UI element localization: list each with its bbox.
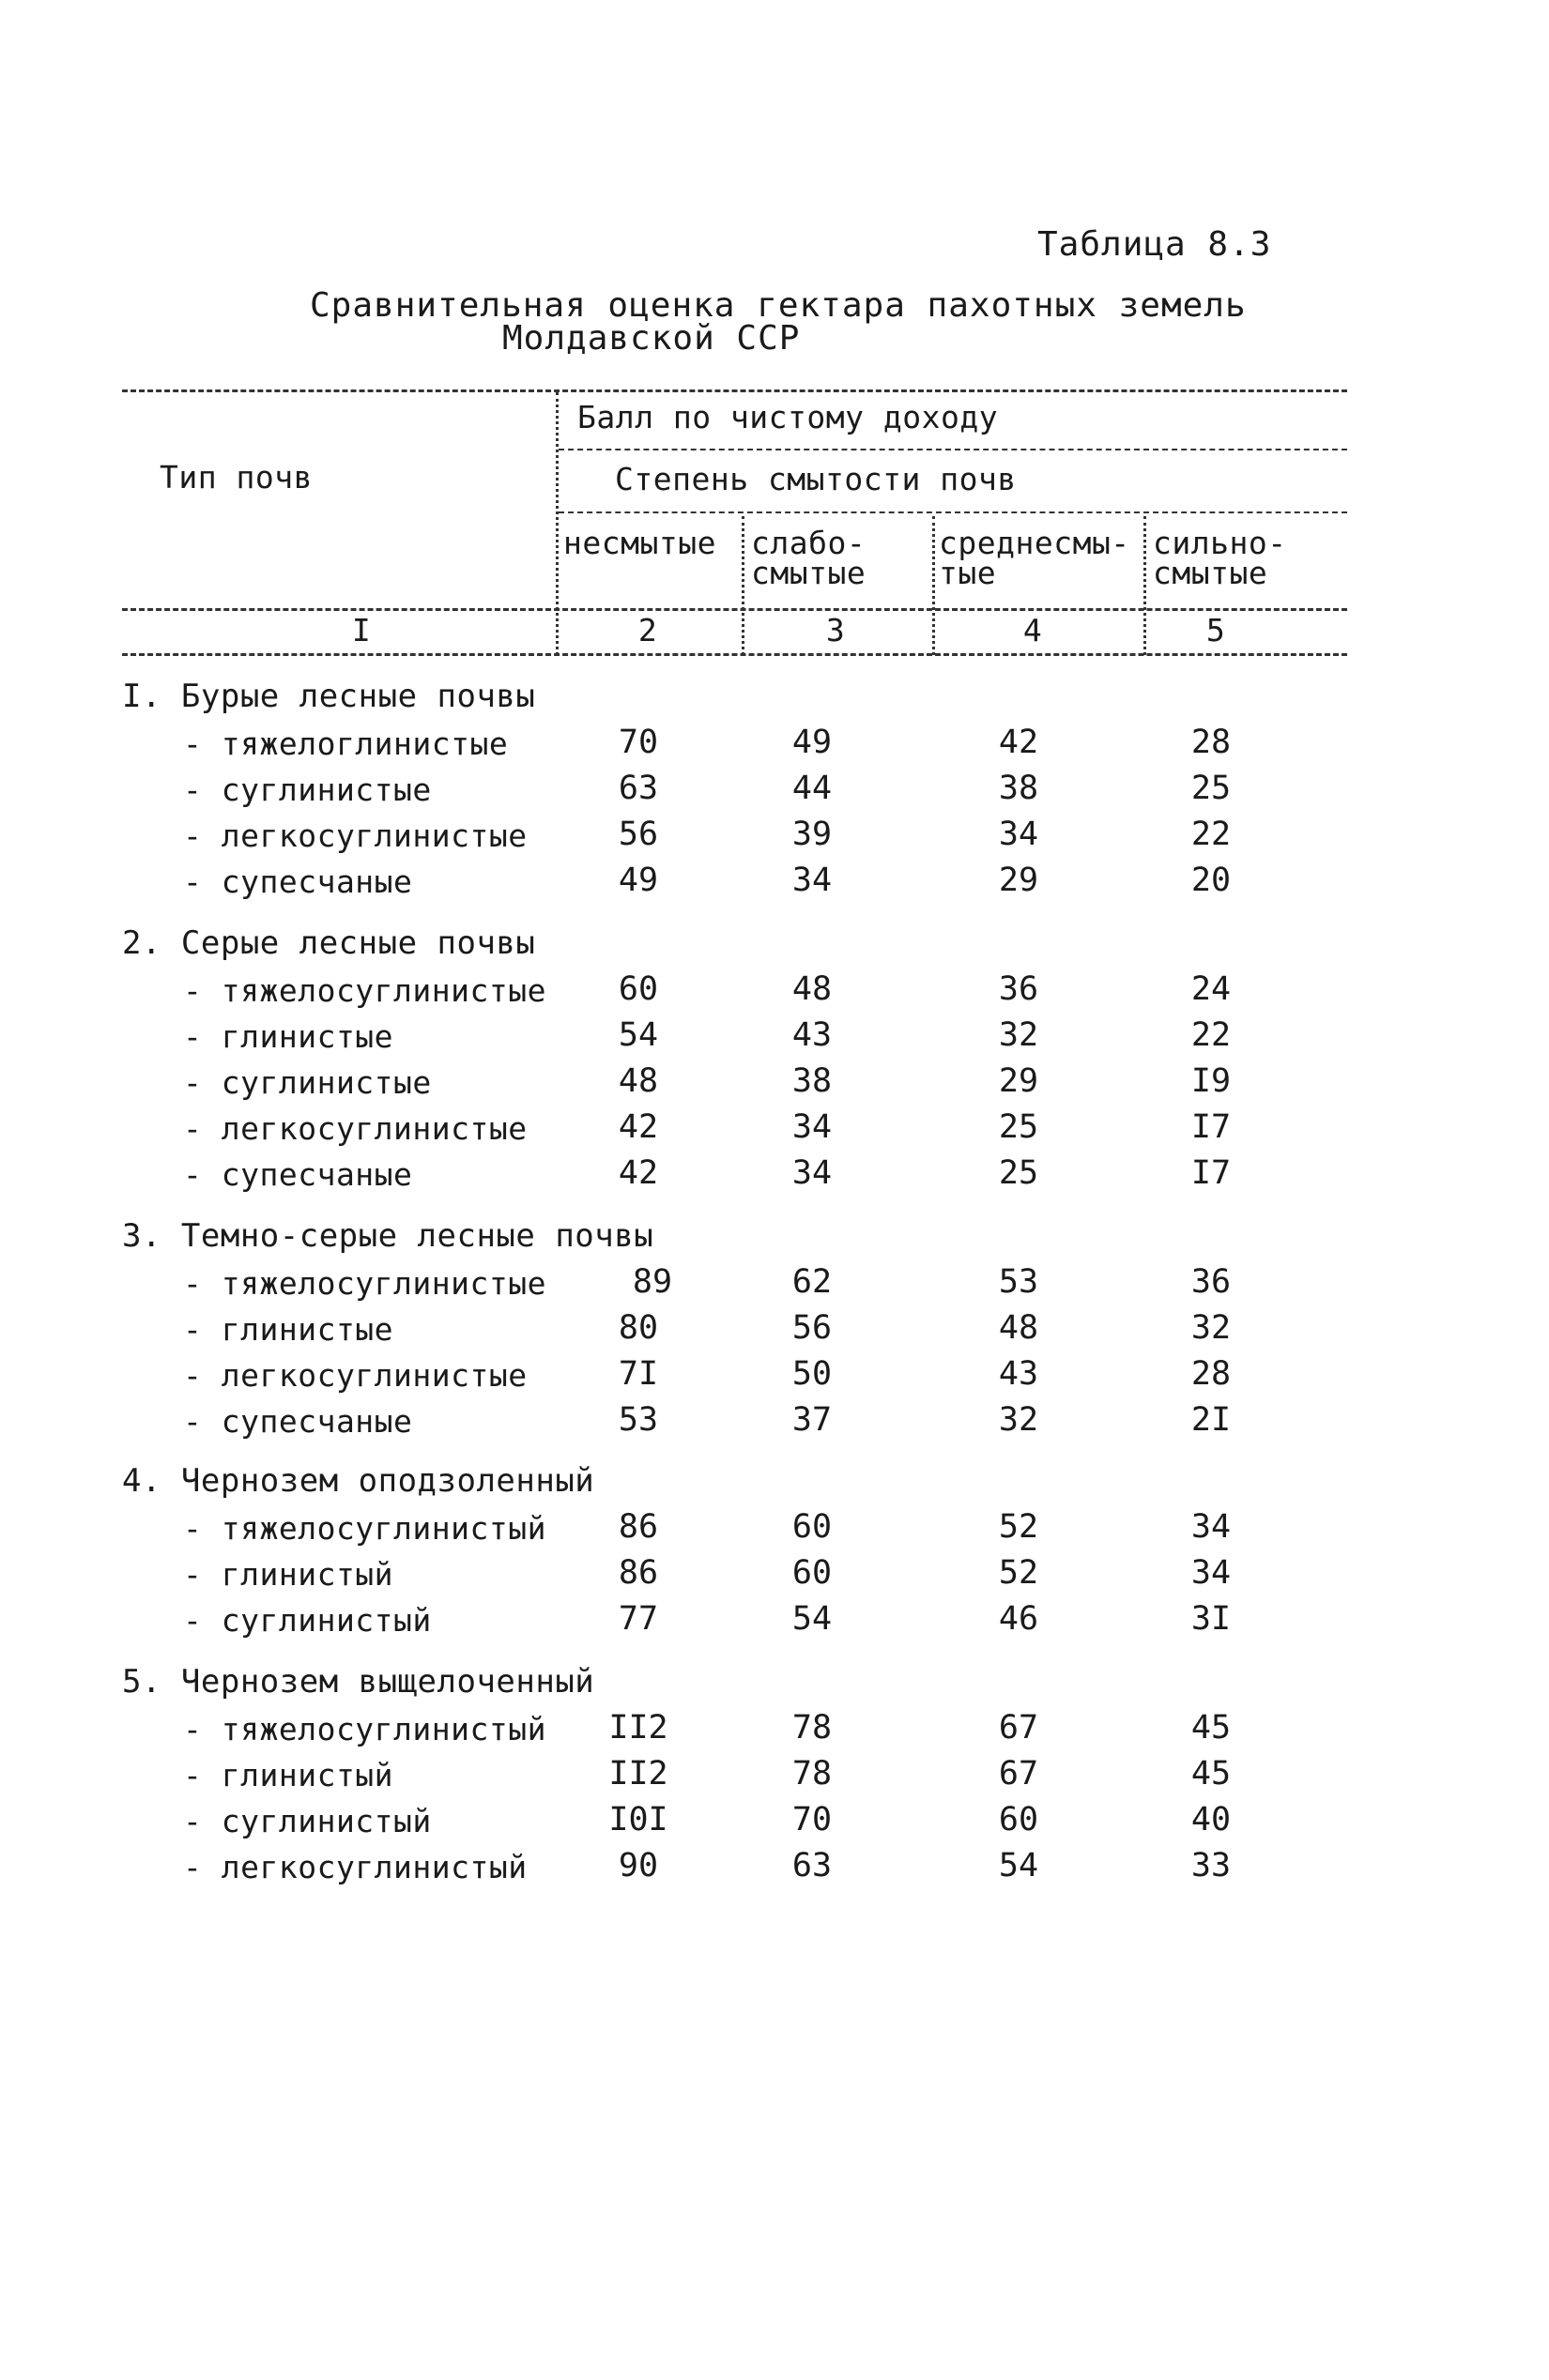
value-strongly: I7	[1190, 1108, 1232, 1146]
value-slightly: 39	[791, 816, 833, 853]
row-label: - супесчаные	[183, 1156, 413, 1193]
value-strongly: 34	[1190, 1554, 1232, 1592]
table-title-line-1: Сравнительная оценка гектара пахотных земель	[310, 286, 1247, 325]
value-strongly: 45	[1190, 1755, 1232, 1793]
value-strongly: 36	[1190, 1263, 1232, 1301]
table-number: Таблица 8.3	[1037, 225, 1272, 264]
value-strongly: 20	[1190, 862, 1232, 899]
value-unwashed: 90	[618, 1847, 659, 1884]
value-slightly: 43	[791, 1016, 833, 1054]
value-medium: 32	[998, 1401, 1039, 1439]
value-medium: 46	[998, 1600, 1039, 1638]
header-col-slightly-line1: слабо-	[751, 525, 867, 561]
value-strongly: 3I	[1190, 1600, 1232, 1638]
column-number: 2	[637, 612, 658, 648]
score-rule	[559, 449, 1347, 450]
group-title: 2. Серые лесные почвы	[122, 924, 536, 962]
row-label: - легкосуглинистый	[183, 1849, 528, 1885]
row-label: - глинистые	[183, 1311, 394, 1348]
row-label: - суглинистый	[183, 1602, 432, 1639]
value-strongly: I9	[1190, 1062, 1232, 1100]
value-unwashed: 80	[618, 1309, 659, 1347]
column-separator	[556, 392, 559, 655]
value-slightly: 62	[791, 1263, 833, 1301]
value-strongly: 45	[1190, 1709, 1232, 1747]
value-slightly: 56	[791, 1309, 833, 1347]
row-label: - глинистый	[183, 1556, 394, 1593]
value-medium: 67	[998, 1709, 1039, 1747]
value-medium: 29	[998, 1062, 1039, 1100]
row-label: - легкосуглинистые	[183, 1110, 528, 1147]
value-slightly: 34	[791, 862, 833, 899]
value-unwashed: 86	[618, 1508, 659, 1546]
header-col-strongly-line2: смытые	[1153, 555, 1268, 591]
value-slightly: 37	[791, 1401, 833, 1439]
value-medium: 48	[998, 1309, 1039, 1347]
value-unwashed: II2	[608, 1755, 668, 1793]
value-slightly: 48	[791, 970, 833, 1008]
header-top-rule	[122, 389, 1347, 392]
row-label: - легкосуглинистые	[183, 1357, 528, 1394]
value-unwashed: 86	[618, 1554, 659, 1592]
row-label: - тяжелосуглинистые	[183, 972, 546, 1009]
value-medium: 29	[998, 862, 1039, 899]
value-slightly: 63	[791, 1847, 833, 1884]
value-medium: 38	[998, 770, 1039, 807]
value-unwashed: 7I	[618, 1355, 659, 1393]
erosion-rule	[559, 511, 1347, 513]
value-unwashed: II2	[608, 1709, 668, 1747]
group-title: 3. Темно-серые лесные почвы	[122, 1217, 654, 1255]
header-col-unwashed: несмытые	[563, 525, 716, 561]
value-medium: 34	[998, 816, 1039, 853]
column-number: 4	[1022, 612, 1043, 648]
value-unwashed: 54	[618, 1016, 659, 1054]
group-title: 4. Чернозем оподзоленный	[122, 1462, 595, 1500]
column-number: 5	[1205, 612, 1226, 648]
value-medium: 43	[998, 1355, 1039, 1393]
value-slightly: 54	[791, 1600, 833, 1638]
row-label: - легкосуглинистые	[183, 817, 528, 854]
value-medium: 67	[998, 1755, 1039, 1793]
value-unwashed: 70	[618, 724, 659, 761]
value-slightly: 78	[791, 1709, 833, 1747]
value-strongly: 33	[1190, 1847, 1232, 1884]
header-erosion: Степень смытости почв	[615, 461, 1017, 497]
value-strongly: 22	[1190, 1016, 1232, 1054]
header-score: Балл по чистому доходу	[577, 399, 999, 435]
value-slightly: 38	[791, 1062, 833, 1100]
row-label: - супесчаные	[183, 863, 413, 900]
value-slightly: 34	[791, 1108, 833, 1146]
value-strongly: 22	[1190, 816, 1232, 853]
value-medium: 42	[998, 724, 1039, 761]
row-label: - тяжелоглинистые	[183, 725, 509, 762]
value-unwashed: 42	[618, 1154, 659, 1192]
row-label: - суглинистые	[183, 1064, 432, 1101]
value-strongly: 28	[1190, 724, 1232, 761]
row-label: - суглинистый	[183, 1803, 432, 1839]
header-col-strongly-line1: сильно-	[1153, 525, 1287, 561]
row-label: - глинистые	[183, 1018, 394, 1055]
row-label: - суглинистые	[183, 771, 432, 808]
value-medium: 53	[998, 1263, 1039, 1301]
numbers-bottom-rule	[122, 653, 1347, 656]
value-slightly: 50	[791, 1355, 833, 1393]
header-col-medium-line1: среднесмы-	[939, 525, 1130, 561]
value-unwashed: 77	[618, 1600, 659, 1638]
value-strongly: 34	[1190, 1508, 1232, 1546]
value-strongly: 2I	[1190, 1401, 1232, 1439]
row-label: - глинистый	[183, 1757, 394, 1793]
value-strongly: 28	[1190, 1355, 1232, 1393]
column-number: I	[351, 612, 372, 648]
header-col-medium-line2: тые	[939, 555, 997, 591]
value-medium: 32	[998, 1016, 1039, 1054]
value-medium: 36	[998, 970, 1039, 1008]
value-slightly: 34	[791, 1154, 833, 1192]
value-strongly: 24	[1190, 970, 1232, 1008]
value-slightly: 70	[791, 1801, 833, 1838]
value-unwashed: 42	[618, 1108, 659, 1146]
value-slightly: 60	[791, 1508, 833, 1546]
header-soil-type: Тип почв	[160, 459, 313, 496]
value-medium: 52	[998, 1554, 1039, 1592]
value-slightly: 78	[791, 1755, 833, 1793]
value-strongly: 32	[1190, 1309, 1232, 1347]
header-col-slightly-line2: смытые	[751, 555, 867, 591]
value-strongly: 40	[1190, 1801, 1232, 1838]
column-separator	[742, 516, 744, 655]
group-title: 5. Чернозем выщелоченный	[122, 1663, 595, 1701]
value-unwashed: 60	[618, 970, 659, 1008]
value-slightly: 44	[791, 770, 833, 807]
column-number: 3	[825, 612, 846, 648]
row-label: - тяжелосуглинистый	[183, 1711, 546, 1747]
value-medium: 25	[998, 1154, 1039, 1192]
value-unwashed: 48	[618, 1062, 659, 1100]
value-unwashed: 89	[632, 1263, 673, 1301]
header-bottom-rule	[122, 608, 1347, 611]
value-medium: 25	[998, 1108, 1039, 1146]
value-unwashed: I0I	[608, 1801, 668, 1838]
value-unwashed: 63	[618, 770, 659, 807]
value-slightly: 49	[791, 724, 833, 761]
value-medium: 60	[998, 1801, 1039, 1838]
row-label: - тяжелосуглинистый	[183, 1510, 546, 1547]
table-title-line-2: Молдавской ССР	[502, 319, 801, 358]
value-strongly: 25	[1190, 770, 1232, 807]
value-medium: 52	[998, 1508, 1039, 1546]
group-title: I. Бурые лесные почвы	[122, 678, 536, 715]
column-separator	[932, 516, 935, 655]
row-label: - супесчаные	[183, 1403, 413, 1440]
value-unwashed: 53	[618, 1401, 659, 1439]
row-label: - тяжелосуглинистые	[183, 1265, 546, 1302]
value-medium: 54	[998, 1847, 1039, 1884]
value-unwashed: 49	[618, 862, 659, 899]
value-strongly: I7	[1190, 1154, 1232, 1192]
column-separator	[1143, 516, 1146, 655]
value-unwashed: 56	[618, 816, 659, 853]
value-slightly: 60	[791, 1554, 833, 1592]
